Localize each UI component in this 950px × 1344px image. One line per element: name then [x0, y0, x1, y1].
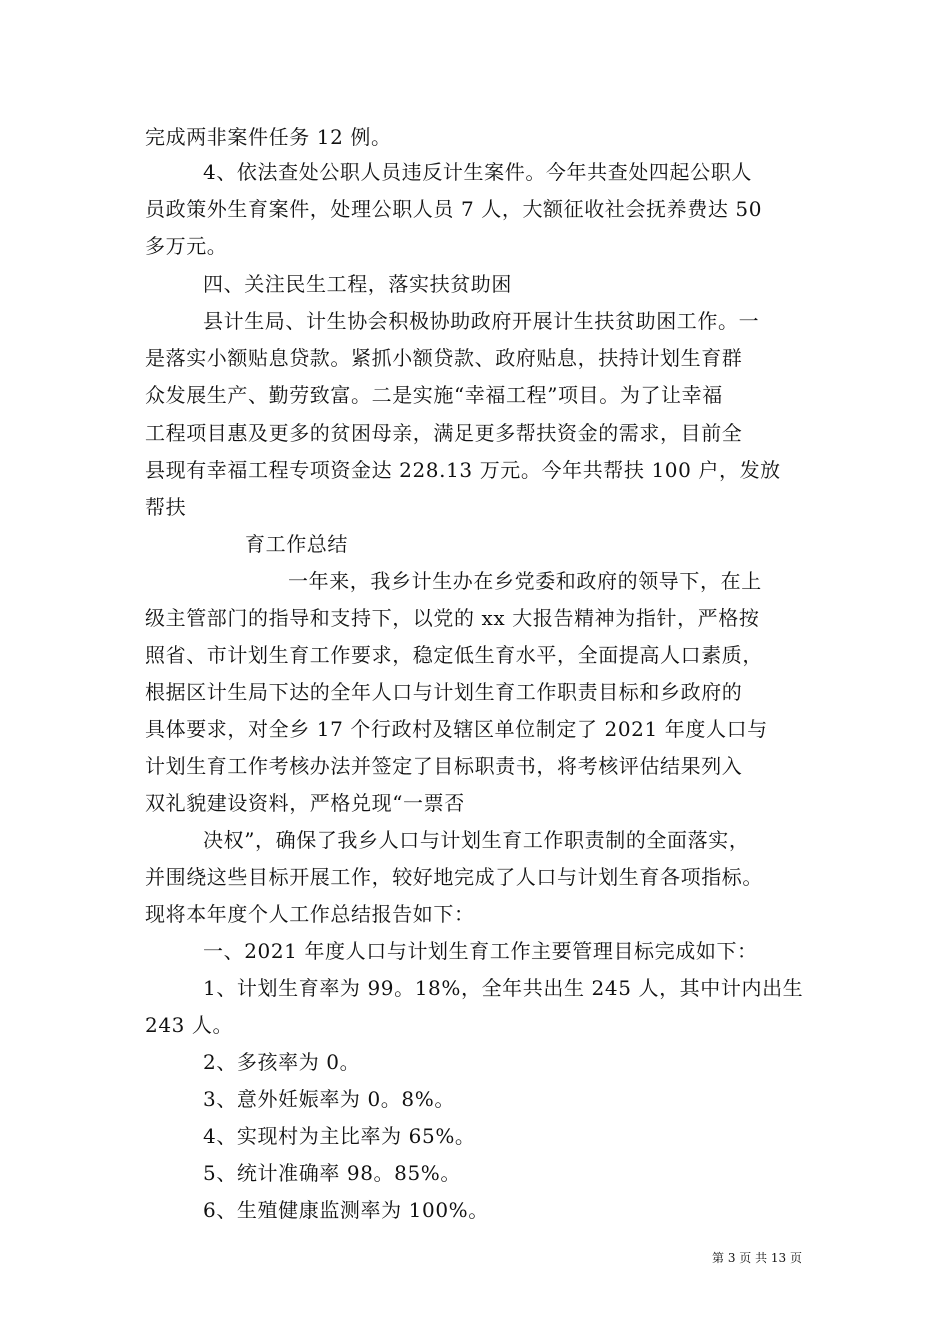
text-line: 多万元。 [145, 234, 228, 258]
text-line: 照省、市计划生育工作要求，稳定低生育水平，全面提高人口素质， [145, 643, 763, 667]
text-line: 根据区计生局下达的全年人口与计划生育工作职责目标和乡政府的 [145, 680, 743, 704]
list-item: 1、计划生育率为 99。18%，全年共出生 245 人，其中计内出生 [203, 976, 804, 1000]
text-line: 帮扶 [145, 495, 187, 519]
text-line: 一年来，我乡计生办在乡党委和政府的领导下，在上 [288, 569, 762, 593]
text-line: 县计生局、计生协会积极协助政府开展计生扶贫助困工作。一 [203, 309, 760, 333]
page-number-footer: 第 3 页 共 13 页 [712, 1251, 802, 1265]
section-heading: 一、2021 年度人口与计划生育工作主要管理目标完成如下： [203, 939, 758, 963]
section-title: 育工作总结 [245, 532, 348, 556]
text-line: 县现有幸福工程专项资金达 228.13 万元。今年共帮扶 100 户，发放 [145, 458, 781, 482]
text-line: 员政策外生育案件，处理公职人员 7 人，大额征收社会抚养费达 50 [145, 197, 763, 221]
text-line: 现将本年度个人工作总结报告如下： [145, 902, 475, 926]
text-line: 并围绕这些目标开展工作，较好地完成了人口与计划生育各项指标。 [145, 865, 763, 889]
text-line: 243 人。 [145, 1013, 234, 1037]
text-line: 众发展生产、勤劳致富。二是实施“幸福工程”项目。为了让幸福 [145, 383, 723, 407]
list-item: 6、生殖健康监测率为 100%。 [203, 1198, 489, 1222]
section-heading: 四、关注民生工程，落实扶贫助困 [203, 272, 512, 296]
text-line: 工程项目惠及更多的贫困母亲，满足更多帮扶资金的需求，目前全 [145, 421, 743, 445]
text-line: 是落实小额贴息贷款。紧抓小额贷款、政府贴息，扶持计划生育群 [145, 346, 743, 370]
text-line: 级主管部门的指导和支持下，以党的 xx 大报告精神为指针，严格按 [145, 606, 760, 630]
text-line: 具体要求，对全乡 17 个行政村及辖区单位制定了 2021 年度人口与 [145, 717, 768, 741]
list-item: 2、多孩率为 0。 [203, 1050, 361, 1074]
text-line: 双礼貌建设资料，严格兑现“一票否 [145, 791, 465, 815]
text-line: 计划生育工作考核办法并签定了目标职责书，将考核评估结果列入 [145, 754, 743, 778]
list-item: 3、意外妊娠率为 0。8%。 [203, 1087, 455, 1111]
text-line: 完成两非案件任务 12 例。 [145, 125, 392, 149]
list-item: 5、统计准确率 98。85%。 [203, 1161, 461, 1185]
text-line: 决权”，确保了我乡人口与计划生育工作职责制的全面落实， [203, 828, 750, 852]
list-item: 4、实现村为主比率为 65%。 [203, 1124, 476, 1148]
text-line: 4、依法查处公职人员违反计生案件。今年共查处四起公职人 [203, 160, 752, 184]
